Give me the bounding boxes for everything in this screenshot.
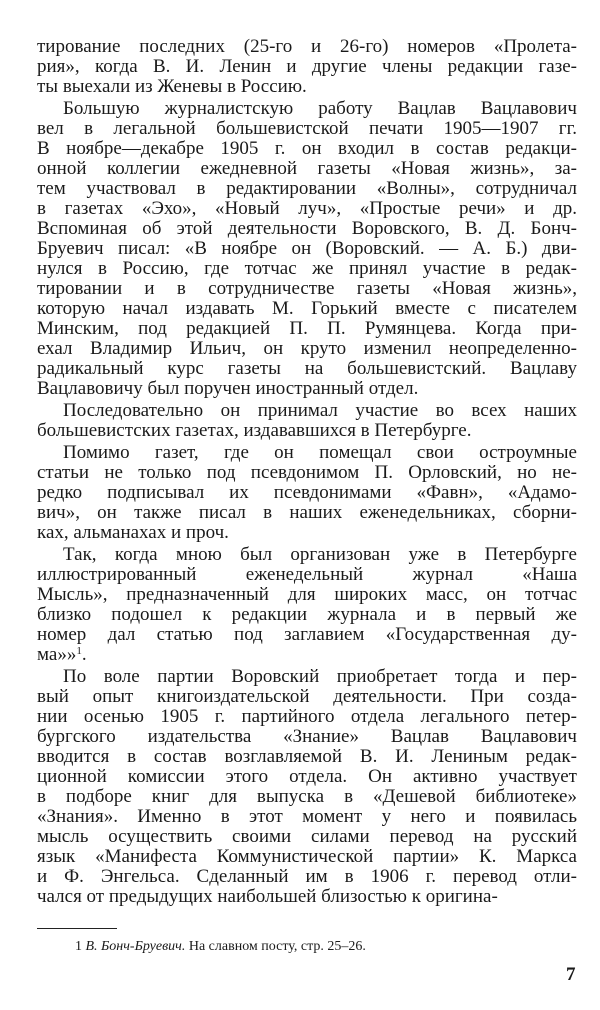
text-line — [37, 401, 577, 421]
line-text: Большую журналистскую работу Вацлав Вацлавович — [63, 98, 577, 119]
page-number: 7 — [566, 964, 576, 985]
text-line — [37, 279, 577, 299]
text-line — [37, 827, 577, 847]
paragraph — [37, 37, 577, 97]
text-line — [37, 585, 577, 605]
footnote-text: На славном посту, стр. 25–26. — [188, 939, 366, 954]
line-text: онной коллегии ежедневной газеты «Новая жизнь», за- — [37, 158, 577, 179]
line-text: нулся в Россию, где тотчас же принял участие в редак- — [37, 258, 577, 279]
footnote-author: В. Бонч-Бруевич. — [85, 939, 186, 954]
text-line — [37, 727, 577, 747]
line-text: «Знания». Именно в этот момент у него и появилась — [37, 806, 577, 827]
line-text: статьи не только под псевдонимом П. Орловский, но не- — [37, 462, 577, 483]
line-text: тировании и в сотрудничестве газеты «Новая жизнь», — [37, 278, 577, 299]
text-line — [37, 687, 577, 707]
line-text: язык «Манифеста Коммунистической партии» К. Маркса — [37, 846, 577, 867]
line-text: Так, когда мною был организован уже в Петербурге — [63, 544, 577, 565]
footnote-divider — [37, 928, 117, 929]
line-text: Последовательно он принимал участие во всех наших — [63, 400, 577, 421]
text-line — [37, 463, 577, 483]
paragraph — [37, 667, 577, 907]
line-text: Вспоминая об этой деятельности Воровского, В. Д. Бонч- — [37, 218, 577, 239]
text-line — [37, 77, 577, 97]
text-line — [37, 523, 577, 543]
line-text: вводится в состав возглавляемой В. И. Лениным редак- — [37, 746, 577, 767]
line-text: рия», когда В. И. Ленин и другие члены редакции газе- — [37, 56, 577, 77]
line-text: близко подошел к редакции журнала и в первый же — [37, 604, 577, 625]
line-text: тирование последних (25-го и 26-го) номеров «Пролета- — [37, 36, 577, 57]
text-line — [37, 379, 577, 399]
text-line — [37, 867, 577, 887]
line-text: ках, альманахах и проч. — [37, 522, 229, 543]
line-text: нии осенью 1905 г. партийного отдела легального петер- — [37, 706, 577, 727]
text-line — [37, 99, 577, 119]
text-line — [37, 421, 577, 441]
line-text: иллюстрированный еженедельный журнал «Наша — [37, 564, 577, 585]
text-line — [37, 503, 577, 523]
line-text: в подборе книг для выпуска в «Дешевой библиотеке» — [37, 786, 577, 807]
line-text: чался от предыдущих наибольшей близостью к оригина- — [37, 886, 498, 907]
line-text: ционной комиссии этого отдела. Он активно участвует — [37, 766, 577, 787]
text-line — [37, 37, 577, 57]
text-line — [37, 239, 577, 259]
footnote-mark: 1 — [75, 939, 82, 954]
text-line — [37, 483, 577, 503]
line-text: бургского издательства «Знание» Вацлав Вацлавович — [37, 726, 577, 747]
text-line — [37, 299, 577, 319]
line-text: редко подписывал их псевдонимами «Фавн», «Адамо- — [37, 482, 577, 503]
text-line — [37, 887, 577, 907]
line-text: Мысль», предназначенный для широких масс, он тотчас — [37, 584, 577, 605]
text-line — [37, 119, 577, 139]
text-line — [37, 625, 577, 645]
footnote-reference: 1 — [76, 645, 82, 657]
text-line — [37, 807, 577, 827]
text-line — [37, 319, 577, 339]
text-line: ма»»$^1$. — [37, 644, 87, 665]
line-text: радикальный курс газеты на большевистский. Вацлаву — [37, 358, 577, 379]
line-text: и Ф. Энгельса. Сделанный им в 1906 г. перевод отли- — [37, 866, 577, 887]
line-text: номер дал статью под заглавием «Государственная ду- — [37, 624, 577, 645]
text-line — [37, 199, 577, 219]
paragraph — [37, 545, 577, 665]
text-line — [37, 443, 577, 463]
line-text: По воле партии Воровский приобретает тогда и пер- — [63, 666, 577, 687]
text-line — [37, 359, 577, 379]
line-text: вел в легальной большевистской печати 1905—1907 гг. — [37, 118, 577, 139]
line-text: мысль осуществить своими силами перевод на русский — [37, 826, 577, 847]
line-text: которую начал издавать М. Горький вместе с писателем — [37, 298, 577, 319]
text-line — [37, 707, 577, 727]
line-text: вый опыт книгоиздательской деятельности. При созда- — [37, 686, 577, 707]
line-text: большевистских газетах, издававшихся в Петербурге. — [37, 420, 472, 441]
text-line — [37, 219, 577, 239]
text-line — [37, 767, 577, 787]
line-text: тем участвовал в редактировании «Волны», сотрудничал — [37, 178, 577, 199]
line-text: Помимо газет, где он помещал свои остроумные — [63, 442, 577, 463]
paragraph — [37, 401, 577, 441]
line-text: ма»» — [37, 644, 77, 665]
line-text: вич», он также писал в наших еженедельниках, сборни- — [37, 502, 577, 523]
text-line — [37, 139, 577, 159]
line-text: ты выехали из Женевы в Россию. — [37, 76, 307, 97]
text-line — [37, 747, 577, 767]
line-text: Бруевич писал: «В ноябре он (Воровский. — А. Б.) дви- — [37, 238, 577, 259]
line-text: Минским, под редакцией П. П. Румянцева. Когда при- — [37, 318, 577, 339]
text-line — [37, 159, 577, 179]
paragraph — [37, 443, 577, 543]
text-line — [37, 545, 577, 565]
line-text: В ноябре—декабре 1905 г. он входил в состав редакци- — [37, 138, 577, 159]
line-text: ехал Владимир Ильич, он круто изменил неопределенно- — [37, 338, 577, 359]
body-text — [37, 37, 577, 907]
text-line — [37, 605, 577, 625]
text-line — [37, 339, 577, 359]
text-line — [37, 667, 577, 687]
line-text: в газетах «Эхо», «Новый луч», «Простые речи» и др. — [37, 198, 577, 219]
text-line — [37, 847, 577, 867]
text-line — [37, 565, 577, 585]
text-line — [37, 179, 577, 199]
paragraph — [37, 99, 577, 399]
line-text: Вацлавовичу был поручен иностранный отдел. — [37, 378, 419, 399]
text-line — [37, 57, 577, 77]
footnote — [75, 938, 366, 956]
text-line — [37, 259, 577, 279]
text-line — [37, 787, 577, 807]
